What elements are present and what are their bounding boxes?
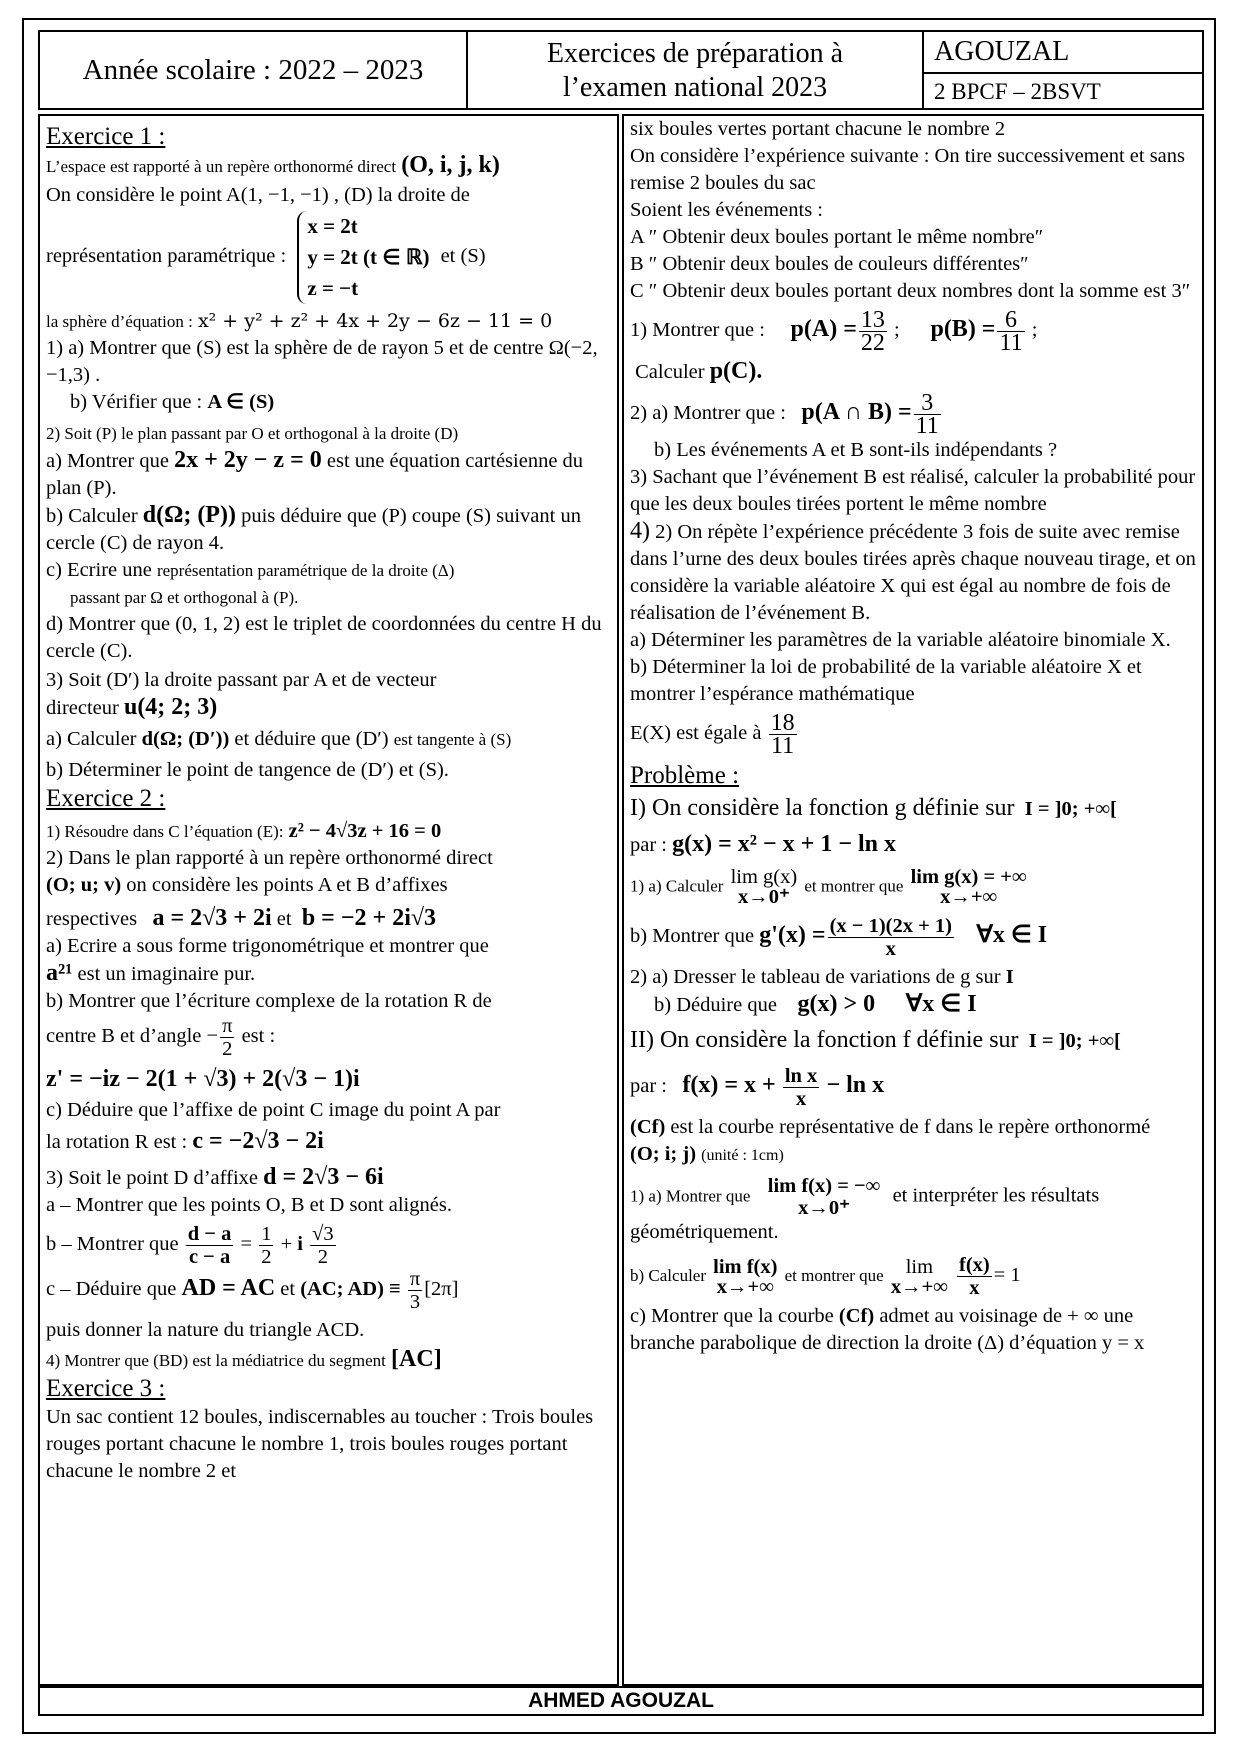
- ex1-q1b: b) Vérifier que : A ∈ (S): [70, 391, 275, 413]
- right-column: [622, 114, 1204, 1686]
- ex3-events-intro: Soient les événements :: [630, 199, 823, 221]
- author: AGOUZAL: [924, 32, 1202, 74]
- ex1-system-line: représentation paramétrique : x = 2t y = 2t (t ∈ ℝ) z = −t et (S): [46, 211, 611, 304]
- prob-p1a: 1) a) Montrer que lim f(x) = −∞ x→0⁺ et interpréter les résultats géométriquement.: [630, 1175, 1100, 1243]
- fraction-pb: $\frac{6}{11}$: [999, 307, 1023, 356]
- header-right: [924, 32, 1202, 108]
- ex2-affixes: respectives a = 2√3 + 2i et b = −2 + 2i√3: [46, 905, 437, 931]
- ex1-q2c-cont: passant par Ω et orthogonal à (P).: [70, 588, 299, 607]
- class-level: 2 BPCF – 2BSVT: [934, 79, 1101, 104]
- fraction-pi-3: $\frac{\pi}{3}$: [409, 1268, 421, 1313]
- ex2-q3: 3) Soit le point D d’affixe d = 2√3 − 6i: [46, 1164, 384, 1190]
- ex3-q4b: b) Déterminer la loi de probabilité de la variable aléatoire X et montrer l’espérance mathématique: [630, 656, 1142, 705]
- exercise-3-title: Exercice 3 :: [46, 1375, 166, 1402]
- ex2-q3d: puis donner la nature du triangle ACD.: [46, 1319, 365, 1341]
- ex3-q4: 4) 2) On répète l’expérience précédente 3 fois de suite avec remise dans l’urne des deux boules tirées après chaque nouveau tirage, et on considère la variable aléatoire X qui est égal au nombre de fois de réalisation de l’événement B.: [630, 518, 1196, 624]
- fraction-g-prime: $\frac{(x - 1)(2x + 1)}{x}$: [829, 915, 952, 960]
- ex3-q2b: b) Les événements A et B sont-ils indépendants ?: [654, 439, 1058, 461]
- ex2-q4: 4) Montrer que (BD) est la médiatrice du segment [AC]: [46, 1346, 442, 1372]
- prob-p1b: b) Calculer lim f(x) x→+∞ et montrer que lim x→+∞ $\frac{f(x)}{x}$ = 1: [630, 1254, 1021, 1299]
- fraction-half: $\frac{1}{2}$: [261, 1223, 272, 1268]
- fraction-expectation: $\frac{18}{11}$: [770, 710, 795, 759]
- fraction-fx-x: $\frac{f(x)}{x}$: [959, 1254, 990, 1299]
- document-title: [468, 32, 924, 108]
- ex3-text-cont: six boules vertes portant chacune le nombre 2: [630, 118, 1006, 140]
- prob-f-def: par : f(x) = x + $\frac{\text{ln x}}{x}$ − ln x: [630, 1065, 885, 1110]
- ex2-q1: 1) Résoudre dans C l’équation (E): z² − 4√3z + 16 = 0: [46, 820, 442, 842]
- prob-part-2: II) On considère la fonction f définie sur I = ]0; +∞[: [630, 1027, 1121, 1053]
- ex1-q2b: b) Calculer d(Ω; (P)) puis déduire que (P) coupe (S) suivant un cercle (C) de rayon 4.: [46, 502, 581, 554]
- prob-q2b: b) Déduire que g(x) > 0 ∀x ∈ I: [654, 991, 977, 1017]
- prob-q2a: 2) a) Dresser le tableau de variations de g sur I: [630, 966, 1014, 988]
- limit-f-0: lim f(x) = −∞ x→0⁺: [767, 1175, 881, 1219]
- ex1-q3: 3) Soit (D′) la droite passant par A et de vecteur: [46, 669, 437, 691]
- ex1-q3-vector: directeur u(4; 2; 3): [46, 694, 218, 720]
- header: [38, 30, 1204, 110]
- parametric-system: x = 2t y = 2t (t ∈ ℝ) z = −t: [297, 211, 429, 304]
- fraction-d-a-c-a: $\frac{d - a}{c - a}$: [187, 1223, 232, 1268]
- school-year: Année scolaire : 2022 – 2023: [40, 32, 468, 108]
- fraction-sqrt3-2: $\frac{√3}{2}$: [312, 1223, 334, 1268]
- footer-author: AHMED AGOUZAL: [38, 1686, 1204, 1716]
- ex2-q2c: c) Déduire que l’affixe de point C image du point A par: [46, 1099, 501, 1121]
- problem-title: Problème :: [630, 762, 740, 789]
- limit-g-0: lim g(x) x→0⁺: [730, 866, 798, 908]
- ex1-line: On considère le point A(1, −1, −1) , (D) la droite de: [46, 184, 470, 206]
- prob-repere: (O; i; j) (unité : 1cm): [630, 1143, 784, 1165]
- ex1-q2d: d) Montrer que (0, 1, 2) est le triplet de coordonnées du centre H du cercle (C).: [46, 613, 602, 662]
- ex3-text: Un sac contient 12 boules, indiscernables au toucher : Trois boules rouges portant chacune le nombre 1, trois boules rouges portant chacune le nombre 2 et: [46, 1406, 594, 1482]
- ex2-q2-frame: (O; u; v) on considère les points A et B d’affixes: [46, 874, 448, 896]
- fraction-pab: $\frac{3}{11}$: [915, 390, 939, 439]
- ex2-q2b-angle: centre B et d’angle − $\frac{\pi}{2}$ est :: [46, 1015, 276, 1060]
- event-b: B ″ Obtenir deux boules de couleurs différentes″: [630, 253, 1029, 275]
- ex1-q3b: b) Déterminer le point de tangence de (D′) et (S).: [46, 759, 449, 781]
- prob-part-1: I) On considère la fonction g définie sur I = ]0; +∞[: [630, 795, 1117, 821]
- ex2-q3b: b – Montrer que $\frac{d - a}{c - a}$ = $\frac{1}{2}$ + i $\frac{√3}{2}$: [46, 1223, 334, 1268]
- ex1-line: L’espace est rapporté à un repère orthonormé direct (O, i, j, k): [46, 152, 500, 178]
- event-a: A ″ Obtenir deux boules portant le même nombre″: [630, 226, 1044, 248]
- ex1-q3a: a) Calculer d(Ω; (D′)) et déduire que (D′) est tangente à (S): [46, 728, 512, 750]
- rotation-formula: z' = −iz − 2(1 + √3) + 2(√3 − 1)i: [46, 1066, 360, 1092]
- title-line-1: Exercices de préparation à: [546, 38, 844, 69]
- ex2-q3a: a – Montrer que les points O, B et D sont alignés.: [46, 1194, 452, 1216]
- ex3-q3: 3) Sachant que l’événement B est réalisé, calculer la probabilité pour que les deux boules tirées portent le même nombre: [630, 466, 1196, 515]
- ex1-q1a: 1) a) Montrer que (S) est la sphère de de rayon 5 et de centre Ω(−2, −1,3) .: [46, 337, 598, 386]
- prob-q1b: b) Montrer que g'(x) = $\frac{(x - 1)(2x + 1)}{x}$ ∀x ∈ I: [630, 915, 1048, 960]
- ex3-q2a: 2) a) Montrer que : p(A ∩ B) = $\frac{3}{11}$: [630, 390, 939, 439]
- prob-cf: (Cf) est la courbe représentative de f dans le repère orthonormé: [630, 1116, 1151, 1138]
- limit-f-ratio: lim x→+∞: [890, 1255, 948, 1298]
- angle-fraction: $\frac{\pi}{2}$: [222, 1015, 233, 1060]
- ex1-q2a: a) Montrer que 2x + 2y − z = 0 est une équation cartésienne du plan (P).: [46, 447, 584, 499]
- exercise-1-title: Exercice 1 :: [46, 123, 166, 150]
- prob-q1a: 1) a) Calculer lim g(x) x→0⁺ et montrer que lim g(x) = +∞ x→+∞: [630, 866, 1027, 908]
- limit-f-inf: lim f(x) x→+∞: [713, 1255, 778, 1298]
- limit-g-inf: lim g(x) = +∞ x→+∞: [910, 866, 1027, 908]
- title-line-2: l’examen national 2023: [562, 72, 828, 103]
- prob-g-def: par : g(x) = x² − x + 1 − ln x: [630, 831, 897, 857]
- ex3-q1: 1) Montrer que : p(A) = $\frac{13}{22}$ ; p(B) = $\frac{6}{11}$ ;: [630, 307, 1038, 356]
- ex3-experiment: On considère l’expérience suivante : On tire successivement et sans remise 2 boules du sac: [630, 145, 1186, 194]
- ex2-q2: 2) Dans le plan rapporté à un repère orthonormé direct: [46, 847, 493, 869]
- exercise-2-title: Exercice 2 :: [46, 785, 166, 812]
- ex2-q2a: a) Ecrire a sous forme trigonométrique et montrer que: [46, 935, 489, 957]
- ex3-q1c: Calculer p(C).: [635, 358, 763, 384]
- ex1-q2: 2) Soit (P) le plan passant par O et orthogonal à la droite (D): [46, 424, 459, 443]
- event-c: C ″ Obtenir deux boules portant deux nombres dont la somme est 3″: [630, 280, 1191, 302]
- ex2-q2b: b) Montrer que l’écriture complexe de la rotation R de: [46, 990, 492, 1012]
- ex2-q2c-cont: la rotation R est : c = −2√3 − 2i: [46, 1128, 324, 1154]
- left-column: [38, 114, 619, 1686]
- ex3-q4a: a) Déterminer les paramètres de la variable aléatoire binomiale X.: [630, 629, 1171, 651]
- fraction-lnx-x: $\frac{\text{ln x}}{x}$: [784, 1065, 818, 1110]
- ex3-q4c: E(X) est égale à $\frac{18}{11}$: [630, 710, 795, 759]
- fraction-pa: $\frac{13}{22}$: [860, 307, 885, 356]
- ex1-q2c: c) Ecrire une représentation paramétrique de la droite (Δ): [46, 559, 455, 581]
- sphere-equation-line: la sphère d’équation : x² + y² + z² + 4x + 2y − 6z − 11 = 0: [46, 310, 553, 332]
- ex2-q3c: c – Déduire que AD = AC et (AC; AD) ≡ $\frac{\pi}{3}$ [2π]: [46, 1268, 459, 1313]
- prob-p1c: c) Montrer que la courbe (Cf) admet au voisinage de + ∞ une branche parabolique de direction la droite (Δ) d’équation y = x: [630, 1305, 1145, 1354]
- ex2-q2a-cont: a²¹ est un imaginaire pur.: [46, 960, 256, 986]
